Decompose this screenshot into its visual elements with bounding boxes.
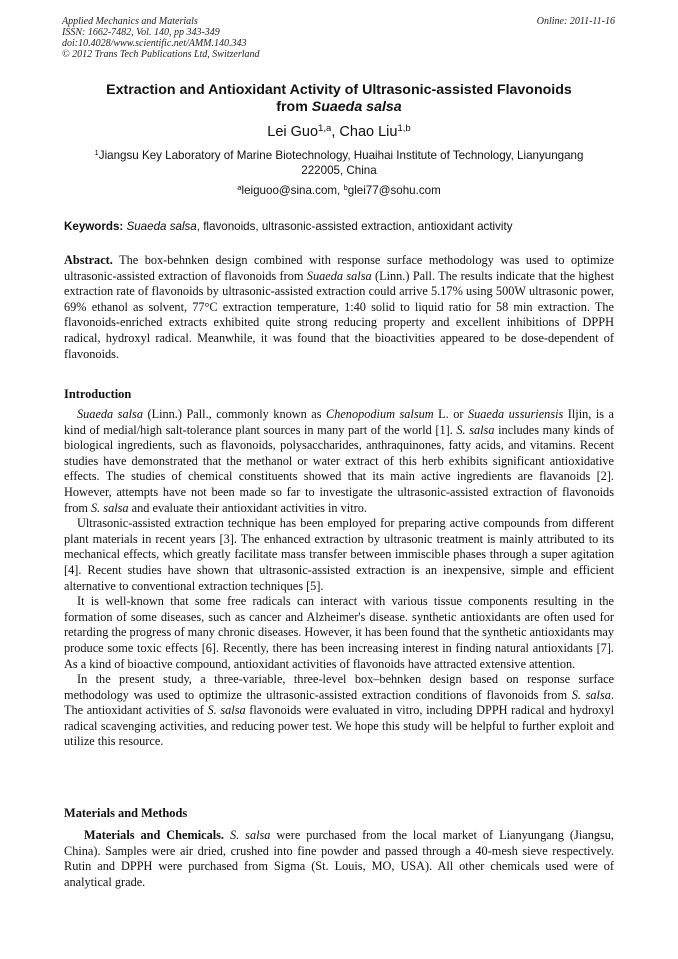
paragraph-text: and evaluate their antioxidant activities in vitro. [128,500,367,515]
introduction-body [64,407,614,750]
email-sup: a [237,182,242,192]
species-name: Suaeda salsa [77,407,143,421]
email-link[interactable]: glei77@sohu.com [347,184,441,197]
author-separator: , [331,124,340,140]
paragraph-text: . The antioxidant activities of [64,687,614,718]
paper-title [64,82,614,116]
keyword-species: Suaeda salsa [126,220,197,233]
author-list [64,124,614,141]
abstract [64,253,614,362]
section-heading-materials: Materials and Methods [64,806,188,820]
species-name: S. salsa [456,422,495,437]
issn-line: ISSN: 1662-7482, Vol. 140, pp 343-349 [62,27,220,38]
affiliation [64,148,614,178]
author-name: Chao Liu [339,124,398,140]
species-name: Suaeda ussuriensis [467,407,564,421]
subsection-label: Materials and Chemicals. [84,828,225,842]
species-name: S. salsa [90,500,129,515]
paragraph-text: Iljin, is a kind of medial/high salt-tolerance plant sources in many part of the world [1]. [64,407,614,437]
doi-link[interactable]: doi:10.4028/www.scientific.net/AMM.140.343 [62,38,247,49]
paragraph [64,407,614,516]
keywords-label: Keywords: [64,220,127,233]
paragraph [64,672,614,750]
abstract-text: The box-behnken design combined with response surface methodology was used to optimize ultrasonic-assisted extraction of flavonoids from [64,253,614,283]
species-name: S. salsa [571,687,611,702]
title-line-2 [64,99,614,116]
affiliation-line-2: 222005, China [301,164,377,177]
species-name: S. salsa [207,703,246,718]
paragraph-text: flavonoids were evaluated in vitro, including DPPH radical and hydroxyl radical scavenging activities, and reducing power test. We hope this study will be helpful to further exploit and utilize this resource. [64,703,614,749]
materials-body [64,828,614,890]
email-sup: b [343,182,348,192]
paragraph-text: (Linn.) Pall., commonly known as [142,407,326,421]
paragraph-text: In the present study, a three-variable, three-level box–behnken design based on response surface methodology was used to optimize the ultrasonic-assisted extraction conditions of flavonoids from [64,672,614,702]
author-name: Lei Guo [267,124,319,140]
paragraph-text: were purchased from the local market of Lianyungang (Jiangsu, China). Samples were air dried, crushed into fine powder and passed through a 40-mesh sieve respectively. Rutin and DPPH were purchased from Sigma (St. Louis, MO, USA). All other chemicals used were of analytical grade. [64,828,614,889]
email-link[interactable]: leiguoo@sina.com, [241,184,344,197]
species-name: Chenopodium salsum [326,407,434,421]
author-emails [64,183,614,198]
journal-name: Applied Mechanics and Materials [62,16,198,27]
paragraph [64,828,614,890]
keywords [64,220,614,234]
author-sup: 1,a [318,122,332,134]
author-sup: 1,b [397,122,411,134]
species-name: S. salsa [229,828,271,842]
abstract-label: Abstract. [64,253,113,267]
abstract-text: (Linn.) Pall. The results indicate that the highest extraction rate of flavonoids by ultrasonic-assisted extraction could arrive 5.17% using 500W ultrasonic power, 69% ethanol as solvent, 77°C extraction temperature, 1:40 solid to liquid ratio for 58 min extraction. The flavonoids-enriched extracts exhibited quite strong reducing property and excellent inhibitions of DPPH radical, hydroxyl radical. Meanwhile, it was found that the bioactivities appeared to be dose-dependent of flavonoids. [64,268,615,361]
paragraph: Ultrasonic-assisted extraction technique has been employed for preparing active compounds from different plant materials in recent years [3]. The enhanced extraction by ultrasonic treatment is mainly attributed to its mechanical effects, which greatly facilitate mass transfer between immiscible phases through a super agitation [4]. Recent studies have shown that ultrasonic-assisted extraction is an inexpensive, simple and efficient alternative to conventional extraction techniques [5]. [64,516,614,593]
affiliation-sup: 1 [94,147,99,157]
online-date: Online: 2011-11-16 [536,16,615,27]
title-line-1: Extraction and Antioxidant Activity of Ultrasonic-assisted Flavonoids [106,82,572,98]
section-heading-introduction: Introduction [64,387,132,401]
copyright-line: © 2012 Trans Tech Publications Ltd, Switzerland [62,49,260,60]
affiliation-text: Jiangsu Key Laboratory of Marine Biotechnology, Huaihai Institute of Technology, Lianyungang [98,149,584,162]
paragraph-text: L. or [433,407,468,421]
paragraph-text: includes many kinds of biological ingredients, such as flavonoids, polysaccharides, anthraquinones, fatty acids, and vitamins. Recent studies have demonstrated that the methanol or water extract of this herb exhibits significant antioxidative effects. The studies of chemical constituents showed that its main active ingredients are flavanoids [2]. However, attempts have not been made so far to investigate the ultrasonic-assisted extraction of flavonoids from [64,422,614,515]
title-species: Suaeda salsa [311,99,402,115]
affiliation-line-1 [64,148,614,163]
abstract-species: Suaeda salsa [306,268,372,283]
title-prefix: from [276,99,312,115]
keywords-list: , flavonoids, ultrasonic-assisted extraction, antioxidant activity [196,220,513,233]
journal-header [62,16,260,60]
paragraph: It is well-known that some free radicals can interact with various tissue components resulting in the formation of some diseases, such as cancer and Alzheimer's disease. synthetic antioxidants are often used for retarding the progress of many chronic diseases. However, it has been found that the synthetic antioxidants may produce some toxic effects [6]. Recently, there has been increasing interest in finding natural antioxidants [7]. As a kind of bioactive compound, antioxidant activities of flavonoids have attracted extensive attention. [64,594,614,671]
